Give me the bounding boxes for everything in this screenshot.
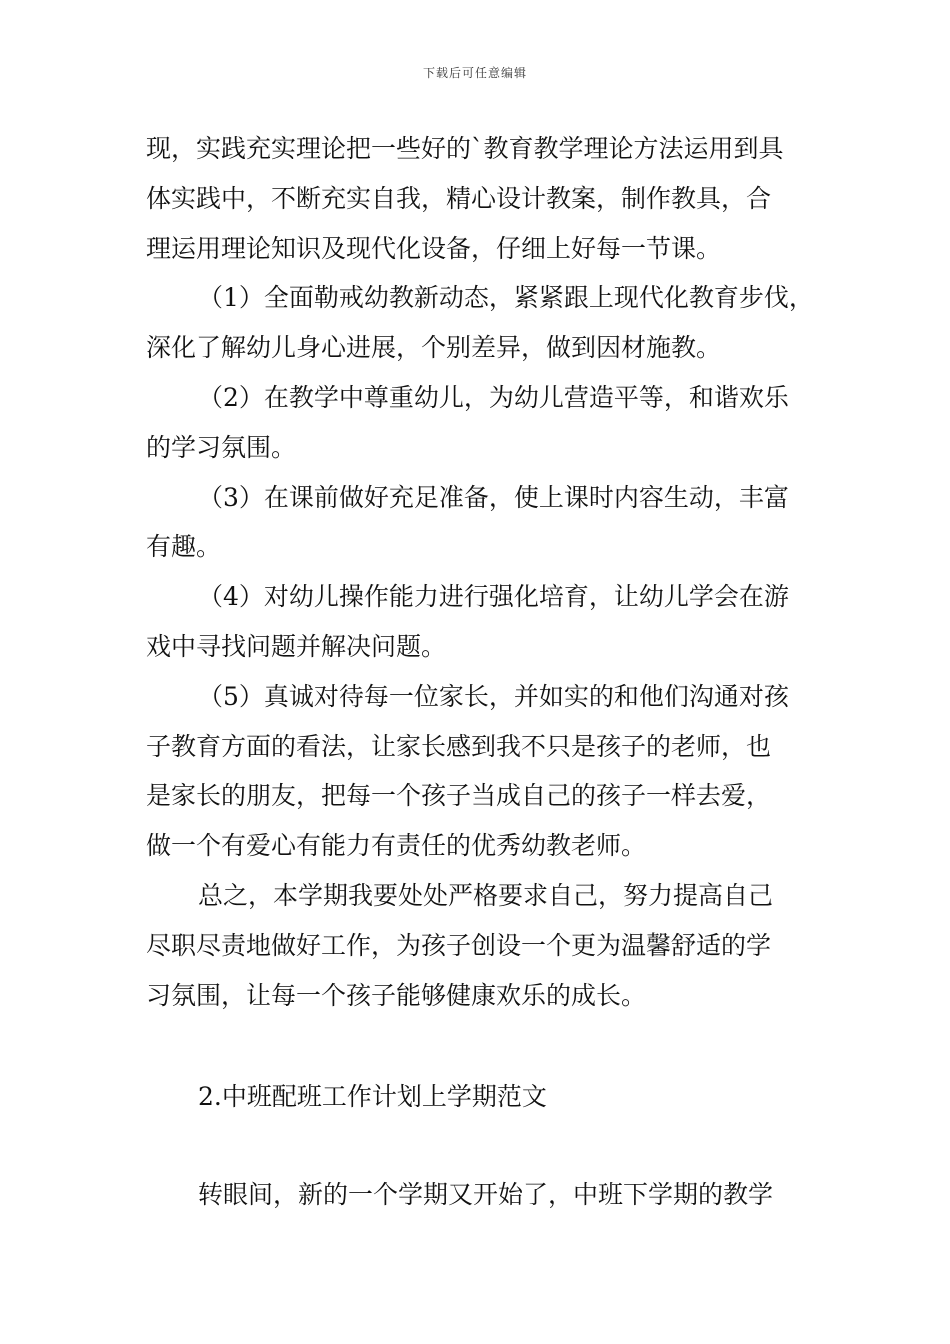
text-line: 尽职尽责地做好工作，为孩子创设一个更为温馨舒适的学 xyxy=(146,930,772,960)
text-line: 体实践中，不断充实自我，精心设计教案，制作教具，合 xyxy=(146,183,772,213)
text-line: 子教育方面的看法，让家长感到我不只是孩子的老师，也 xyxy=(146,731,772,761)
paragraph-item-2 xyxy=(146,373,826,473)
text-line: 做一个有爱心有能力有责任的优秀幼教老师。 xyxy=(146,831,647,861)
page-header: 下载后可任意编辑 xyxy=(422,66,527,80)
text-line: 习氛围，让每一个孩子能够健康欢乐的成长。 xyxy=(146,980,647,1010)
text-line: 理运用理论知识及现代化设备，仔细上好每一节课。 xyxy=(146,233,722,263)
text-line: 现，实践充实理论把一些好的`教育教学理论方法运用到具 xyxy=(146,134,784,163)
text-line: （3）在课前做好充足准备，使上课时内容生动，丰富 xyxy=(198,482,789,512)
paragraph-intro xyxy=(146,124,826,273)
paragraph-item-4 xyxy=(146,572,826,672)
document-body xyxy=(146,124,826,1020)
text-line: （4）对幼儿操作能力进行强化培育，让幼儿学会在游 xyxy=(198,582,789,612)
section-heading: 2.中班配班工作计划上学期范文 xyxy=(198,1082,547,1111)
paragraph-item-3 xyxy=(146,473,826,573)
text-line: 的学习氛围。 xyxy=(146,432,297,462)
text-line: （1）全面勒戒幼教新动态，紧紧跟上现代化教育步伐， xyxy=(198,283,814,313)
text-line: 总之，本学期我要处处严格要求自己，努力提高自己 xyxy=(198,880,774,910)
text-line: （5）真诚对待每一位家长，并如实的和他们沟通对孩 xyxy=(198,681,789,711)
paragraph-item-1 xyxy=(146,273,826,373)
paragraph-summary xyxy=(146,871,826,1020)
text-line: 戏中寻找问题并解决问题。 xyxy=(146,631,447,661)
paragraph-item-5 xyxy=(146,672,826,871)
text-line: 有趣。 xyxy=(146,532,222,562)
section-first-line: 转眼间，新的一个学期又开始了，中班下学期的教学 xyxy=(198,1180,774,1209)
text-line: （2）在教学中尊重幼儿，为幼儿营造平等，和谐欢乐 xyxy=(198,382,789,412)
text-line: 是家长的朋友，把每一个孩子当成自己的孩子一样去爱， xyxy=(146,781,772,811)
text-line: 深化了解幼儿身心进展，个别差异，做到因材施教。 xyxy=(146,333,722,363)
